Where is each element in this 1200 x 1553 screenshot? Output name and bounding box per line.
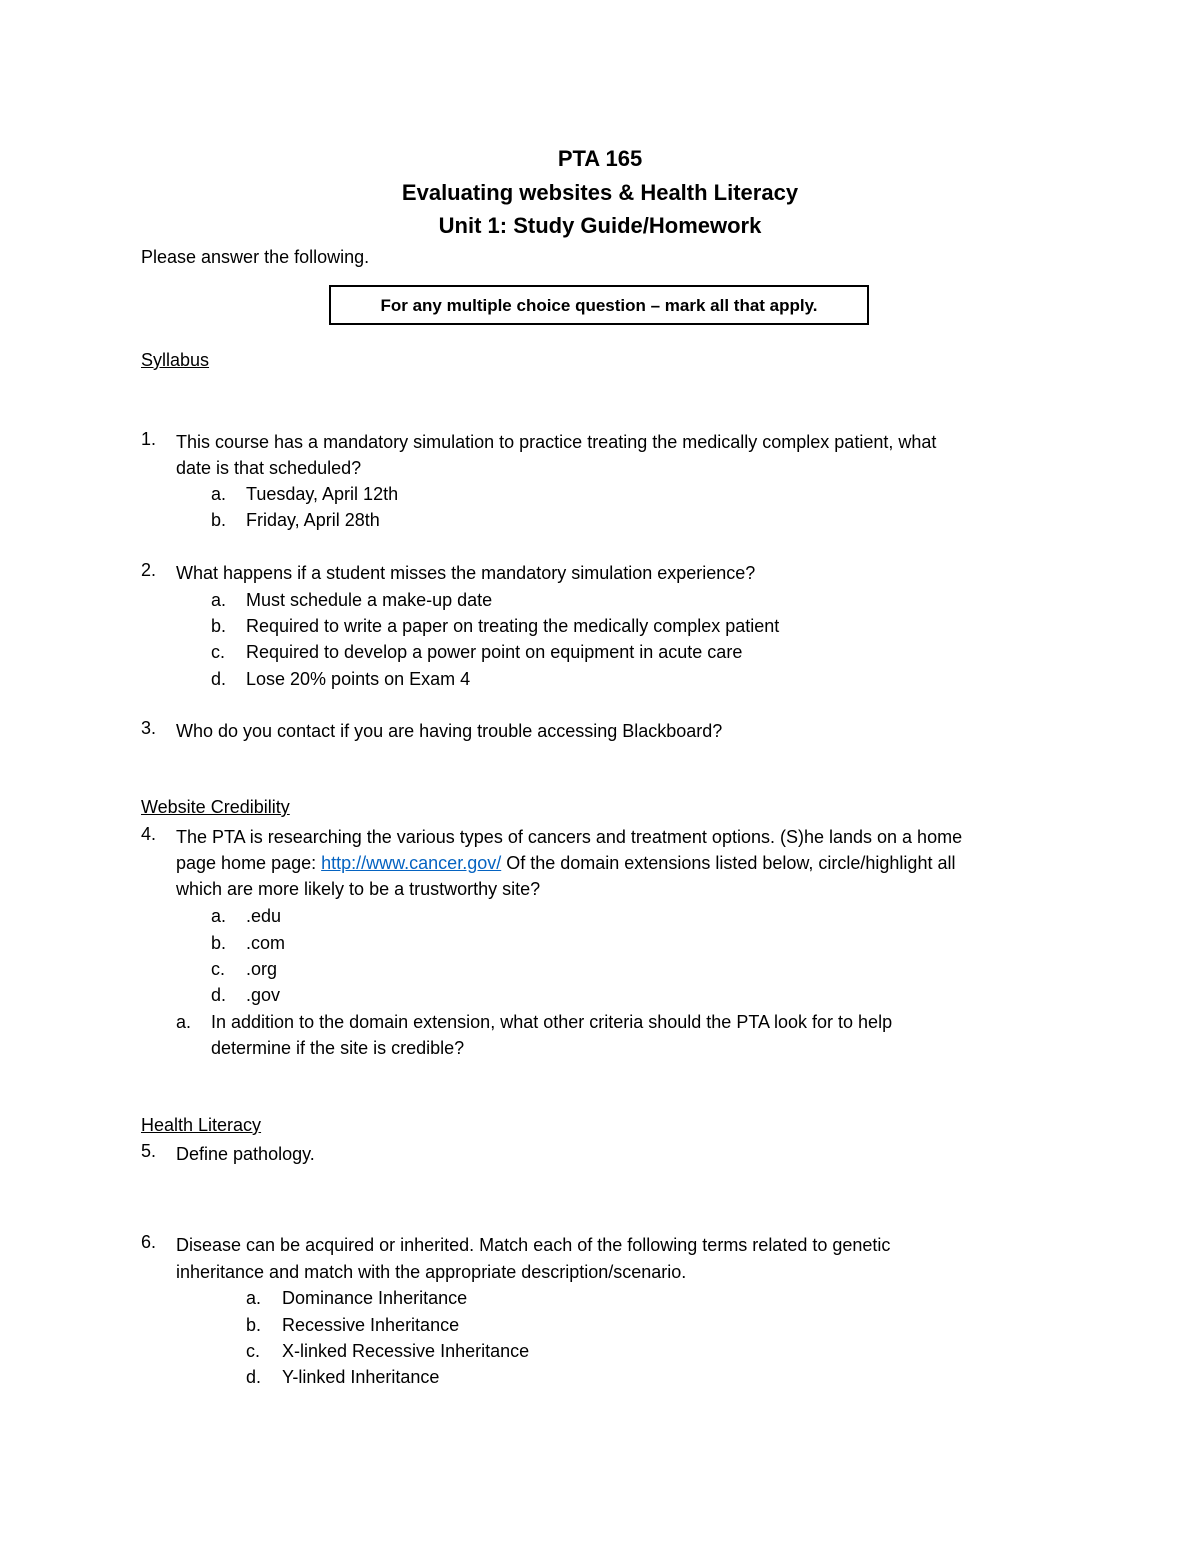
question-4-text-post: Of the domain extensions listed below, circle/highlight all (501, 853, 956, 873)
question-number: 3. (141, 718, 157, 738)
cancer-gov-link[interactable]: http://www.cancer.gov/ (321, 853, 502, 873)
question-number: 2. (141, 560, 157, 580)
option-letter: a. (246, 1288, 262, 1308)
option-text: Dominance Inheritance (282, 1288, 468, 1308)
option-text: Required to write a paper on treating the medically complex patient (246, 616, 780, 636)
question-number: 5. (141, 1141, 157, 1161)
option-text: .gov (246, 985, 281, 1005)
option-text: Must schedule a make-up date (246, 590, 493, 610)
question-4-text-line1: The PTA is researching the various types of cancers and treatment options. (S)he lands on a home (176, 827, 963, 847)
question-3-text: Who do you contact if you are having trouble accessing Blackboard? (176, 721, 723, 741)
question-6-text-line1: Disease can be acquired or inherited. Match each of the following terms related to genetic (176, 1235, 891, 1255)
option-letter: c. (211, 642, 226, 662)
option-letter: d. (211, 669, 227, 689)
section-heading-syllabus: Syllabus (141, 350, 210, 370)
section-heading-health-literacy: Health Literacy (141, 1115, 262, 1135)
section-heading-website-credibility: Website Credibility (141, 797, 290, 817)
question-4-text-pre: page home page: (176, 853, 322, 873)
question-4a-text-line1: In addition to the domain extension, what other criteria should the PTA look for to help (211, 1012, 893, 1032)
instruction-box: For any multiple choice question – mark all that apply. (329, 285, 869, 325)
question-1-text-line2: date is that scheduled? (176, 458, 362, 478)
intro-text: Please answer the following. (141, 247, 370, 267)
question-1-text-line1: This course has a mandatory simulation to practice treating the medically complex patient, what (176, 432, 937, 452)
option-text: .edu (246, 906, 282, 926)
option-letter: b. (246, 1315, 262, 1335)
question-4-text-line3: which are more likely to be a trustworthy site? (176, 879, 541, 899)
question-number: 6. (141, 1232, 157, 1252)
unit-title: Unit 1: Study Guide/Homework (438, 213, 762, 238)
option-letter: d. (211, 985, 227, 1005)
option-text: .org (246, 959, 278, 979)
question-number: 1. (141, 429, 157, 449)
option-letter: a. (211, 590, 227, 610)
option-letter: d. (246, 1367, 262, 1387)
option-letter: b. (211, 933, 227, 953)
option-text: Tuesday, April 12th (246, 484, 399, 504)
option-letter: b. (211, 510, 227, 530)
option-text: Recessive Inheritance (282, 1315, 460, 1335)
subquestion-letter: a. (176, 1012, 192, 1032)
question-5-text: Define pathology. (176, 1144, 315, 1164)
option-letter: a. (211, 906, 227, 926)
option-letter: c. (246, 1341, 261, 1361)
option-text: .com (246, 933, 286, 953)
option-text: Lose 20% points on Exam 4 (246, 669, 471, 689)
document-subtitle: Evaluating websites & Health Literacy (401, 180, 799, 205)
option-letter: c. (211, 959, 226, 979)
question-6-text-line2: inheritance and match with the appropriate description/scenario. (176, 1262, 687, 1282)
option-letter: a. (211, 484, 227, 504)
option-text: Friday, April 28th (246, 510, 380, 530)
option-text: X-linked Recessive Inheritance (282, 1341, 530, 1361)
question-number: 4. (141, 824, 157, 844)
question-4-text-line2 (176, 850, 955, 876)
option-letter: b. (211, 616, 227, 636)
option-text: Y-linked Inheritance (282, 1367, 440, 1387)
question-2-text: What happens if a student misses the mandatory simulation experience? (176, 563, 756, 583)
course-title: PTA 165 (557, 146, 643, 171)
question-4a-text-line2: determine if the site is credible? (211, 1038, 465, 1058)
option-text: Required to develop a power point on equipment in acute care (246, 642, 743, 662)
